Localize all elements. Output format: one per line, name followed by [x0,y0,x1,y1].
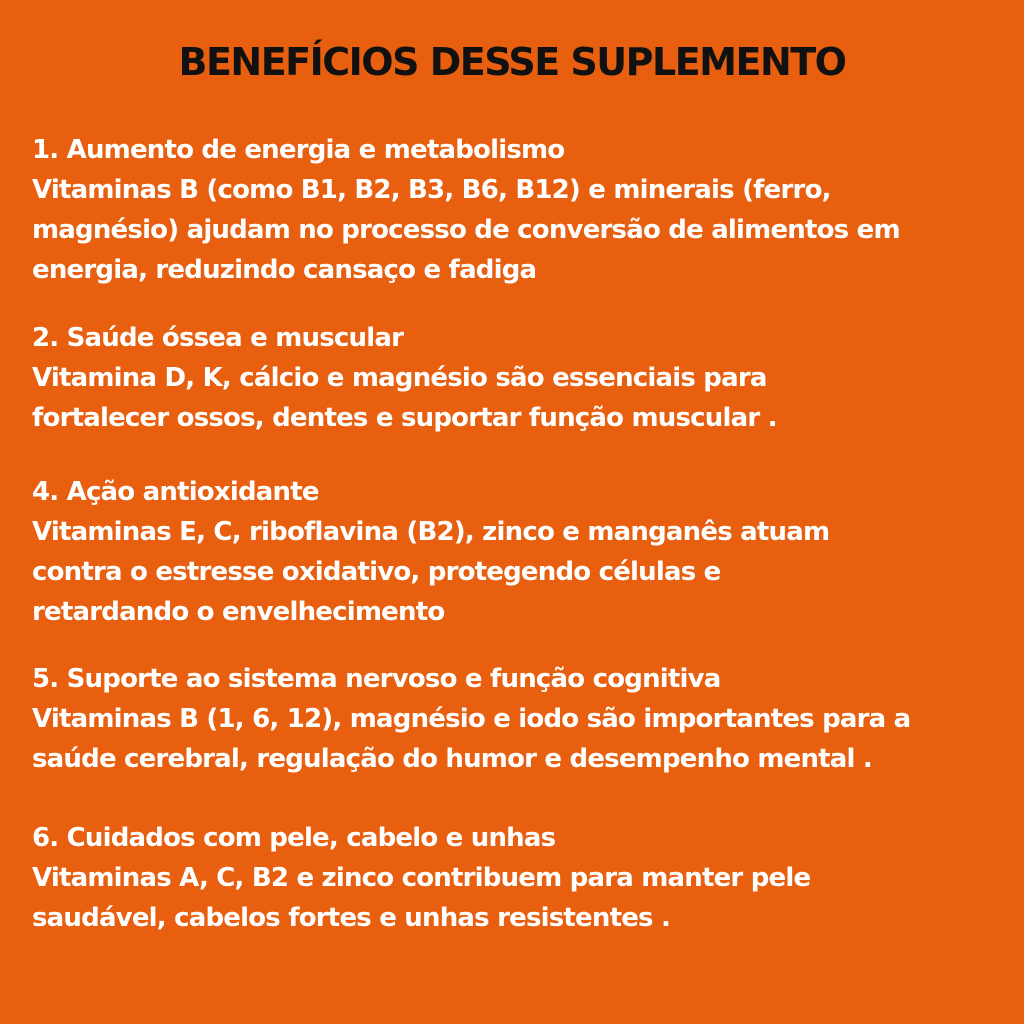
benefit-description: Vitamina D, K, cálcio e magnésio são essenciais para fortalecer ossos, dentes e suportar função muscular . [32,363,777,433]
benefit-description: Vitaminas E, C, riboflavina (B2), zinco e manganês atuam contra o estresse oxidativo, protegendo células e retardando o envelhecimento [32,517,830,627]
benefit-description: Vitaminas A, C, B2 e zinco contribuem para manter pele saudável, cabelos fortes e unhas resistentes . [32,863,811,933]
benefit-description: Vitaminas B (como B1, B2, B3, B6, B12) e minerais (ferro, magnésio) ajudam no processo de conversão de alimentos em energia, reduzindo cansaço e fadiga [32,175,900,285]
benefit-heading: 1. Aumento de energia e metabolismo [32,135,565,165]
benefit-section-antioxidant [32,472,1002,632]
benefit-heading: 6. Cuidados com pele, cabelo e unhas [32,823,556,853]
benefit-heading: 2. Saúde óssea e muscular [32,323,404,353]
benefit-section-bone-muscle [32,318,1002,438]
benefit-section-nervous-system [32,659,1002,779]
benefit-section-energy [32,130,1002,290]
benefit-section-skin-hair-nails [32,818,1002,938]
benefit-heading: 5. Suporte ao sistema nervoso e função cognitiva [32,664,721,694]
benefit-description: Vitaminas B (1, 6, 12), magnésio e iodo são importantes para a saúde cerebral, regulação do humor e desempenho mental . [32,704,911,774]
page-title: BENEFÍCIOS DESSE SUPLEMENTO [178,40,846,84]
benefit-heading: 4. Ação antioxidante [32,477,319,507]
